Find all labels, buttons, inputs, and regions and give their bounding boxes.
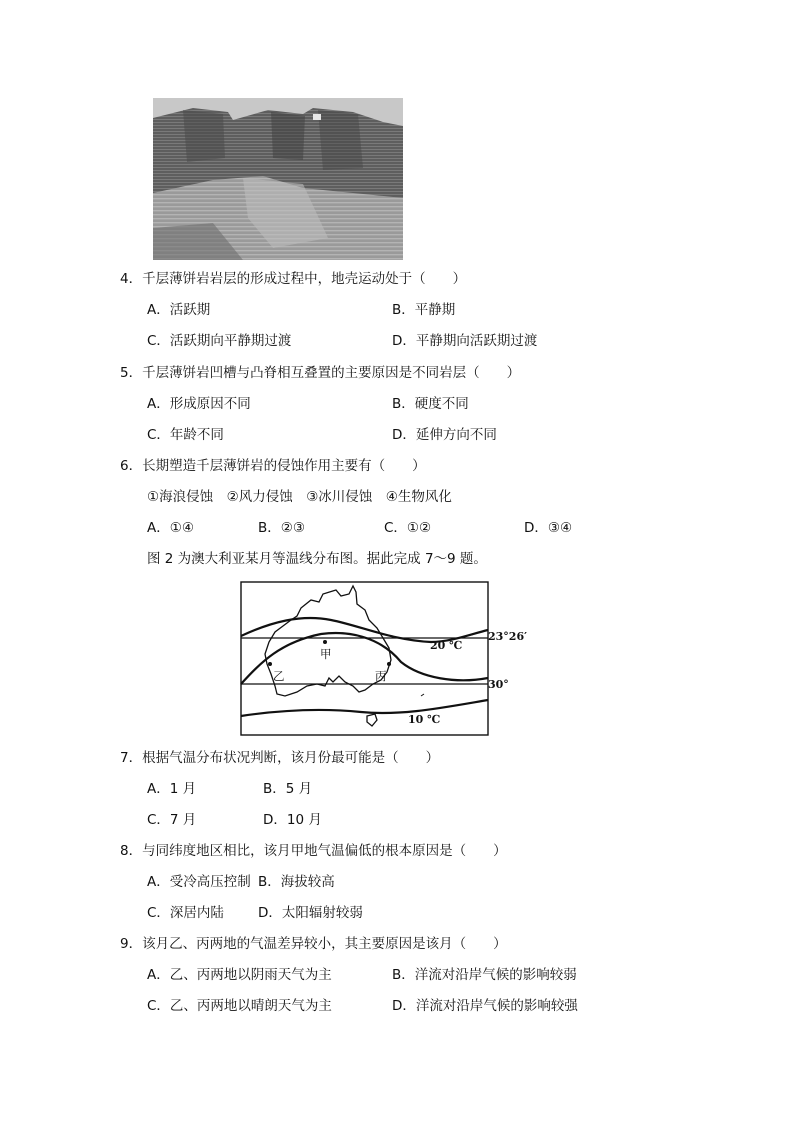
question-7-option-d[interactable]: D．10 月: [263, 812, 322, 828]
question-6-option-a[interactable]: A．①④: [147, 520, 194, 536]
australia-isotherm-map: [241, 582, 528, 735]
small-mark: [421, 694, 424, 696]
question-9-option-c[interactable]: C．乙、丙两地以晴朗天气为主: [147, 998, 332, 1014]
point-bing-dot: [387, 662, 391, 666]
pancake-rocks-photo: [153, 98, 403, 260]
question-6-choices: ①海浪侵蚀 ②风力侵蚀 ③冰川侵蚀 ④生物风化: [147, 489, 452, 505]
question-4-option-a[interactable]: A．活跃期: [147, 302, 211, 318]
label-isotherm-20: 20 ℃: [430, 639, 463, 652]
label-latitude-30: 30°: [488, 678, 509, 691]
question-6-option-c[interactable]: C．①②: [384, 520, 432, 536]
question-5-stem: 5．千层薄饼岩凹槽与凸脊相互叠置的主要原因是不同岩层（ ）: [120, 365, 521, 381]
question-5-option-d[interactable]: D．延伸方向不同: [392, 427, 497, 443]
question-5-option-a[interactable]: A．形成原因不同: [147, 396, 251, 412]
question-6-stem: 6．长期塑造千层薄饼岩的侵蚀作用主要有（ ）: [120, 458, 426, 474]
point-yi-dot: [268, 662, 272, 666]
label-yi: 乙: [273, 669, 285, 683]
question-7-option-b[interactable]: B．5 月: [263, 781, 313, 797]
question-9-option-b[interactable]: B．洋流对沿岸气候的影响较弱: [392, 967, 577, 983]
question-9-stem: 9．该月乙、丙两地的气温差异较小，其主要原因是该月（ ）: [120, 936, 507, 952]
pancake-rocks-image: [153, 98, 403, 260]
question-4-option-b[interactable]: B．平静期: [392, 302, 456, 318]
question-8-stem: 8．与同纬度地区相比，该月甲地气温偏低的根本原因是（ ）: [120, 843, 507, 859]
question-5-option-c[interactable]: C．年龄不同: [147, 427, 224, 443]
label-bing: 丙: [375, 669, 387, 683]
question-6-option-d[interactable]: D．③④: [524, 520, 573, 536]
question-8-option-a[interactable]: A．受冷高压控制: [147, 874, 251, 890]
question-7-option-a[interactable]: A．1 月: [147, 781, 197, 797]
label-tropic: 23°26′: [488, 630, 528, 643]
question-7-option-c[interactable]: C．7 月: [147, 812, 197, 828]
question-7-stem: 7．根据气温分布状况判断，该月份最可能是（ ）: [120, 750, 440, 766]
label-isotherm-10: 10 ℃: [408, 713, 441, 726]
figure-intro: 图 2 为澳大利亚某月等温线分布图。据此完成 7～9 题。: [147, 551, 487, 567]
question-6-option-b[interactable]: B．②③: [258, 520, 305, 536]
question-4-option-c[interactable]: C．活跃期向平静期过渡: [147, 333, 292, 349]
question-8-option-b[interactable]: B．海拔较高: [258, 874, 335, 890]
isotherm-10: [241, 700, 488, 716]
question-4-stem: 4．千层薄饼岩岩层的形成过程中，地壳运动处于（ ）: [120, 271, 467, 287]
question-4-option-d[interactable]: D．平静期向活跃期过渡: [392, 333, 538, 349]
question-5-option-b[interactable]: B．硬度不同: [392, 396, 469, 412]
label-jia: 甲: [320, 647, 332, 661]
question-9-option-a[interactable]: A．乙、丙两地以阴雨天气为主: [147, 967, 332, 983]
question-8-option-d[interactable]: D．太阳辐射较弱: [258, 905, 363, 921]
tasmania-outline: [367, 714, 377, 726]
map-graphic: [241, 582, 488, 735]
question-9-option-d[interactable]: D．洋流对沿岸气候的影响较强: [392, 998, 578, 1014]
point-jia-dot: [323, 640, 327, 644]
question-8-option-c[interactable]: C．深居内陆: [147, 905, 224, 921]
